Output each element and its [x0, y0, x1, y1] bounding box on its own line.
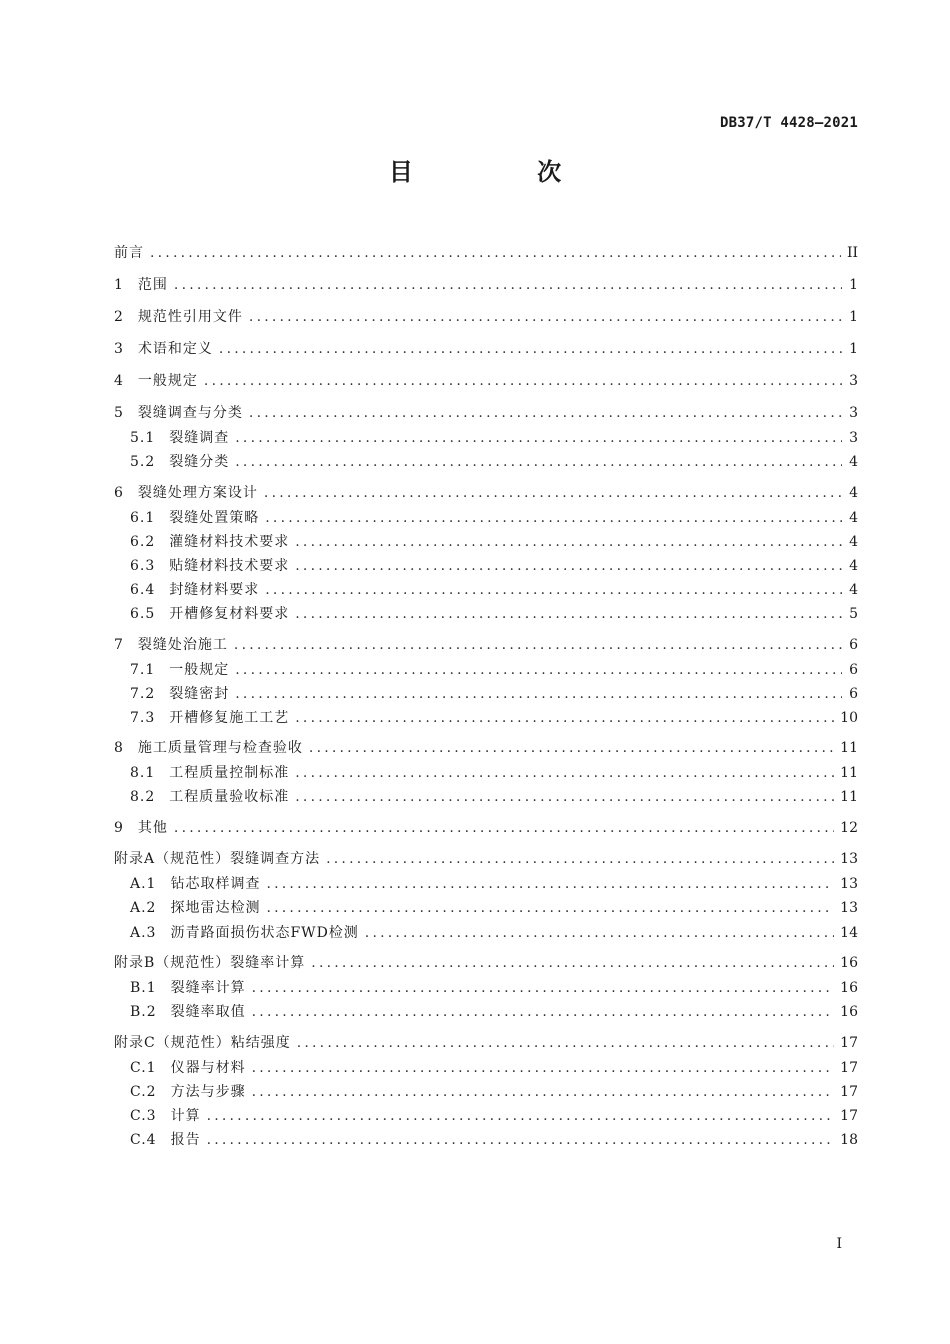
toc-entry-page: 17 — [840, 1084, 858, 1100]
toc-leader-dots — [295, 605, 842, 623]
toc-entry-number: 7.3 — [130, 710, 156, 726]
toc-entry[interactable] — [114, 815, 858, 837]
toc-entry-label: 施工质量管理与检查验收 — [137, 740, 303, 756]
toc-entry[interactable] — [114, 681, 858, 703]
toc-entry-page: 16 — [840, 980, 858, 996]
toc-leader-dots — [235, 685, 842, 703]
toc-entry[interactable] — [114, 895, 858, 917]
toc-entry-page: 4 — [849, 582, 858, 598]
toc-entry-page: 13 — [840, 900, 858, 916]
toc-entry-page: 1 — [849, 341, 858, 357]
toc-entry[interactable] — [114, 1030, 858, 1052]
toc-leader-dots — [219, 340, 842, 358]
toc-entry-label: 附录A（规范性）裂缝调查方法 — [114, 851, 321, 867]
toc-leader-dots — [207, 1107, 835, 1125]
toc-leader-dots — [235, 429, 842, 447]
toc-entry-page: 10 — [840, 710, 858, 726]
toc-entry-label: 一般规定 — [169, 662, 230, 678]
toc-leader-dots — [252, 1003, 835, 1021]
toc-entry-label: 裂缝处置策略 — [169, 510, 260, 526]
toc-entry-label: 仪器与材料 — [170, 1060, 246, 1076]
toc-entry[interactable] — [114, 999, 858, 1021]
toc-entry-label: 范围 — [137, 277, 168, 293]
toc-entry[interactable] — [114, 553, 858, 575]
toc-entry-number: 4 — [114, 373, 124, 389]
toc-entry-number: 7.1 — [130, 662, 156, 678]
toc-entry-number: 6 — [114, 485, 124, 501]
toc-entry-number: 1 — [114, 277, 124, 293]
toc-entry-label: 裂缝分类 — [169, 454, 230, 470]
toc-entry-page: 14 — [840, 925, 858, 941]
page-title: 目 次 — [388, 158, 620, 186]
toc-leader-dots — [295, 788, 834, 806]
toc-leader-dots — [311, 954, 834, 972]
toc-entry-label: 计算 — [170, 1108, 201, 1124]
toc-leader-dots — [295, 709, 834, 727]
toc-entry-page: 6 — [849, 637, 858, 653]
toc-leader-dots — [265, 509, 842, 527]
toc-entry[interactable] — [114, 705, 858, 727]
toc-entry-page: 16 — [840, 1004, 858, 1020]
toc-entry-label: 裂缝处理方案设计 — [137, 485, 258, 501]
toc-entry-page: 4 — [849, 485, 858, 501]
toc-entry-page: 17 — [840, 1108, 858, 1124]
toc-entry-page: 3 — [849, 373, 858, 389]
toc-entry-label: 裂缝调查与分类 — [137, 405, 243, 421]
toc-entry-number: 9 — [114, 820, 124, 836]
toc-entry[interactable] — [114, 632, 858, 654]
toc-entry-number: A.3 — [130, 925, 157, 941]
toc-entry-number: 3 — [114, 341, 124, 357]
toc-entry-label: 其他 — [137, 820, 168, 836]
toc-entry[interactable] — [114, 601, 858, 623]
toc-entry-page: 4 — [849, 558, 858, 574]
toc-entry-number: 7.2 — [130, 686, 156, 702]
toc-leader-dots — [234, 636, 842, 654]
toc-leader-dots — [297, 1034, 834, 1052]
toc-entry[interactable] — [114, 577, 858, 599]
toc-entry-number: A.1 — [130, 876, 157, 892]
toc-entry[interactable] — [114, 529, 858, 551]
toc-entry-label: 裂缝率计算 — [170, 980, 246, 996]
toc-entry-page: 13 — [840, 851, 858, 867]
toc-entry[interactable] — [114, 920, 858, 942]
toc-entry-label: 沥青路面损伤状态FWD检测 — [170, 925, 359, 941]
toc-leader-dots — [150, 244, 841, 262]
toc-entry[interactable] — [114, 368, 858, 390]
toc-entry[interactable] — [114, 760, 858, 782]
toc-entry-label: 附录B（规范性）裂缝率计算 — [114, 955, 306, 971]
toc-entry-number: C.1 — [130, 1060, 157, 1076]
toc-entry[interactable] — [114, 1055, 858, 1077]
toc-entry-page: II — [846, 245, 858, 261]
toc-entry[interactable] — [114, 336, 858, 358]
toc-entry-label: 前言 — [114, 245, 144, 261]
toc-leader-dots — [295, 764, 834, 782]
toc-entry-label: 灌缝材料技术要求 — [169, 534, 290, 550]
page-number: I — [836, 1236, 842, 1252]
toc-entry-page: 4 — [849, 454, 858, 470]
toc-entry-number: B.1 — [130, 980, 157, 996]
toc-entry-number: 5.2 — [130, 454, 156, 470]
toc-entry-page: 18 — [840, 1132, 858, 1148]
toc-entry[interactable] — [114, 480, 858, 502]
toc-leader-dots — [252, 1083, 835, 1101]
toc-entry-label: 裂缝调查 — [169, 430, 230, 446]
toc-entry-number: 8 — [114, 740, 124, 756]
toc-entry[interactable] — [114, 950, 858, 972]
toc-entry-page: 1 — [849, 277, 858, 293]
toc-leader-dots — [264, 484, 842, 502]
toc-entry-page: 1 — [849, 309, 858, 325]
toc-entry[interactable] — [114, 425, 858, 447]
toc-entry-label: 工程质量控制标准 — [169, 765, 290, 781]
toc-leader-dots — [266, 875, 834, 893]
toc-entry-page: 6 — [849, 686, 858, 702]
toc-leader-dots — [252, 979, 835, 997]
toc-entry-page: 12 — [840, 820, 858, 836]
toc-leader-dots — [266, 899, 834, 917]
toc-entry-number: 7 — [114, 637, 124, 653]
toc-entry-label: 裂缝率取值 — [170, 1004, 246, 1020]
toc-entry-page: 13 — [840, 876, 858, 892]
toc-entry-page: 16 — [840, 955, 858, 971]
toc-entry-label: 附录C（规范性）粘结强度 — [114, 1035, 291, 1051]
toc-leader-dots — [326, 850, 834, 868]
toc-entry-number: 6.2 — [130, 534, 156, 550]
toc-leader-dots — [252, 1059, 835, 1077]
toc-entry[interactable] — [114, 846, 858, 868]
toc-entry-label: 规范性引用文件 — [137, 309, 243, 325]
toc-entry[interactable] — [114, 1103, 858, 1125]
toc-leader-dots — [249, 308, 842, 326]
toc-entry-label: 开槽修复材料要求 — [169, 606, 290, 622]
toc-entry[interactable] — [114, 272, 858, 294]
toc-entry-label: 贴缝材料技术要求 — [169, 558, 290, 574]
toc-leader-dots — [309, 739, 834, 757]
toc-entry-number: 8.1 — [130, 765, 156, 781]
toc-leader-dots — [295, 557, 842, 575]
toc-entry-page: 3 — [849, 430, 858, 446]
toc-entry[interactable] — [114, 975, 858, 997]
toc-leader-dots — [207, 1131, 835, 1149]
toc-entry-label: 钻芯取样调查 — [170, 876, 261, 892]
toc-entry-number: C.2 — [130, 1084, 157, 1100]
toc-entry-label: 裂缝密封 — [169, 686, 230, 702]
toc-entry-page: 11 — [840, 789, 858, 805]
toc-leader-dots — [235, 453, 842, 471]
toc-leader-dots — [174, 819, 834, 837]
toc-entry-page: 17 — [840, 1060, 858, 1076]
toc-entry[interactable] — [114, 449, 858, 471]
toc-entry-number: B.2 — [130, 1004, 157, 1020]
toc-entry-page: 11 — [840, 740, 858, 756]
toc-entry-number: 5 — [114, 405, 124, 421]
toc-entry-number: C.3 — [130, 1108, 157, 1124]
toc-entry-number: 6.5 — [130, 606, 156, 622]
toc-entry[interactable] — [114, 1079, 858, 1101]
toc-entry-number: 2 — [114, 309, 124, 325]
toc-leader-dots — [235, 661, 842, 679]
toc-leader-dots — [174, 276, 842, 294]
toc-leader-dots — [295, 533, 842, 551]
toc-entry-number: 8.2 — [130, 789, 156, 805]
toc-entry[interactable] — [114, 400, 858, 422]
toc-entry[interactable] — [114, 1127, 858, 1149]
toc-entry-label: 术语和定义 — [137, 341, 213, 357]
toc-entry-number: 6.3 — [130, 558, 156, 574]
toc-entry-page: 5 — [849, 606, 858, 622]
toc-entry-label: 探地雷达检测 — [170, 900, 261, 916]
toc-entry-page: 11 — [840, 765, 858, 781]
toc-entry-label: 一般规定 — [137, 373, 198, 389]
toc-entry-number: C.4 — [130, 1132, 157, 1148]
toc-leader-dots — [204, 372, 842, 390]
standard-code: DB37/T 4428—2021 — [719, 115, 858, 131]
toc-entry-label: 封缝材料要求 — [169, 582, 260, 598]
toc-entry-page: 3 — [849, 405, 858, 421]
toc-entry-page: 17 — [840, 1035, 858, 1051]
toc-entry-page: 4 — [849, 534, 858, 550]
toc-leader-dots — [249, 404, 842, 422]
toc-entry[interactable] — [114, 735, 858, 757]
toc-entry-label: 开槽修复施工工艺 — [169, 710, 290, 726]
toc-entry-label: 报告 — [170, 1132, 201, 1148]
toc-entry[interactable] — [114, 240, 858, 262]
toc-leader-dots — [265, 581, 842, 599]
toc-entry-number: A.2 — [130, 900, 157, 916]
toc-entry[interactable] — [114, 304, 858, 326]
toc-entry[interactable] — [114, 505, 858, 527]
toc-entry-label: 工程质量验收标准 — [169, 789, 290, 805]
toc-entry[interactable] — [114, 657, 858, 679]
toc-entry-number: 5.1 — [130, 430, 156, 446]
toc-entry-label: 裂缝处治施工 — [137, 637, 228, 653]
toc-entry-label: 方法与步骤 — [170, 1084, 246, 1100]
toc-entry[interactable] — [114, 784, 858, 806]
toc-entry-page: 4 — [849, 510, 858, 526]
toc-entry-number: 6.4 — [130, 582, 156, 598]
toc-entry-page: 6 — [849, 662, 858, 678]
toc-leader-dots — [365, 924, 834, 942]
toc-entry[interactable] — [114, 871, 858, 893]
toc-entry-number: 6.1 — [130, 510, 156, 526]
